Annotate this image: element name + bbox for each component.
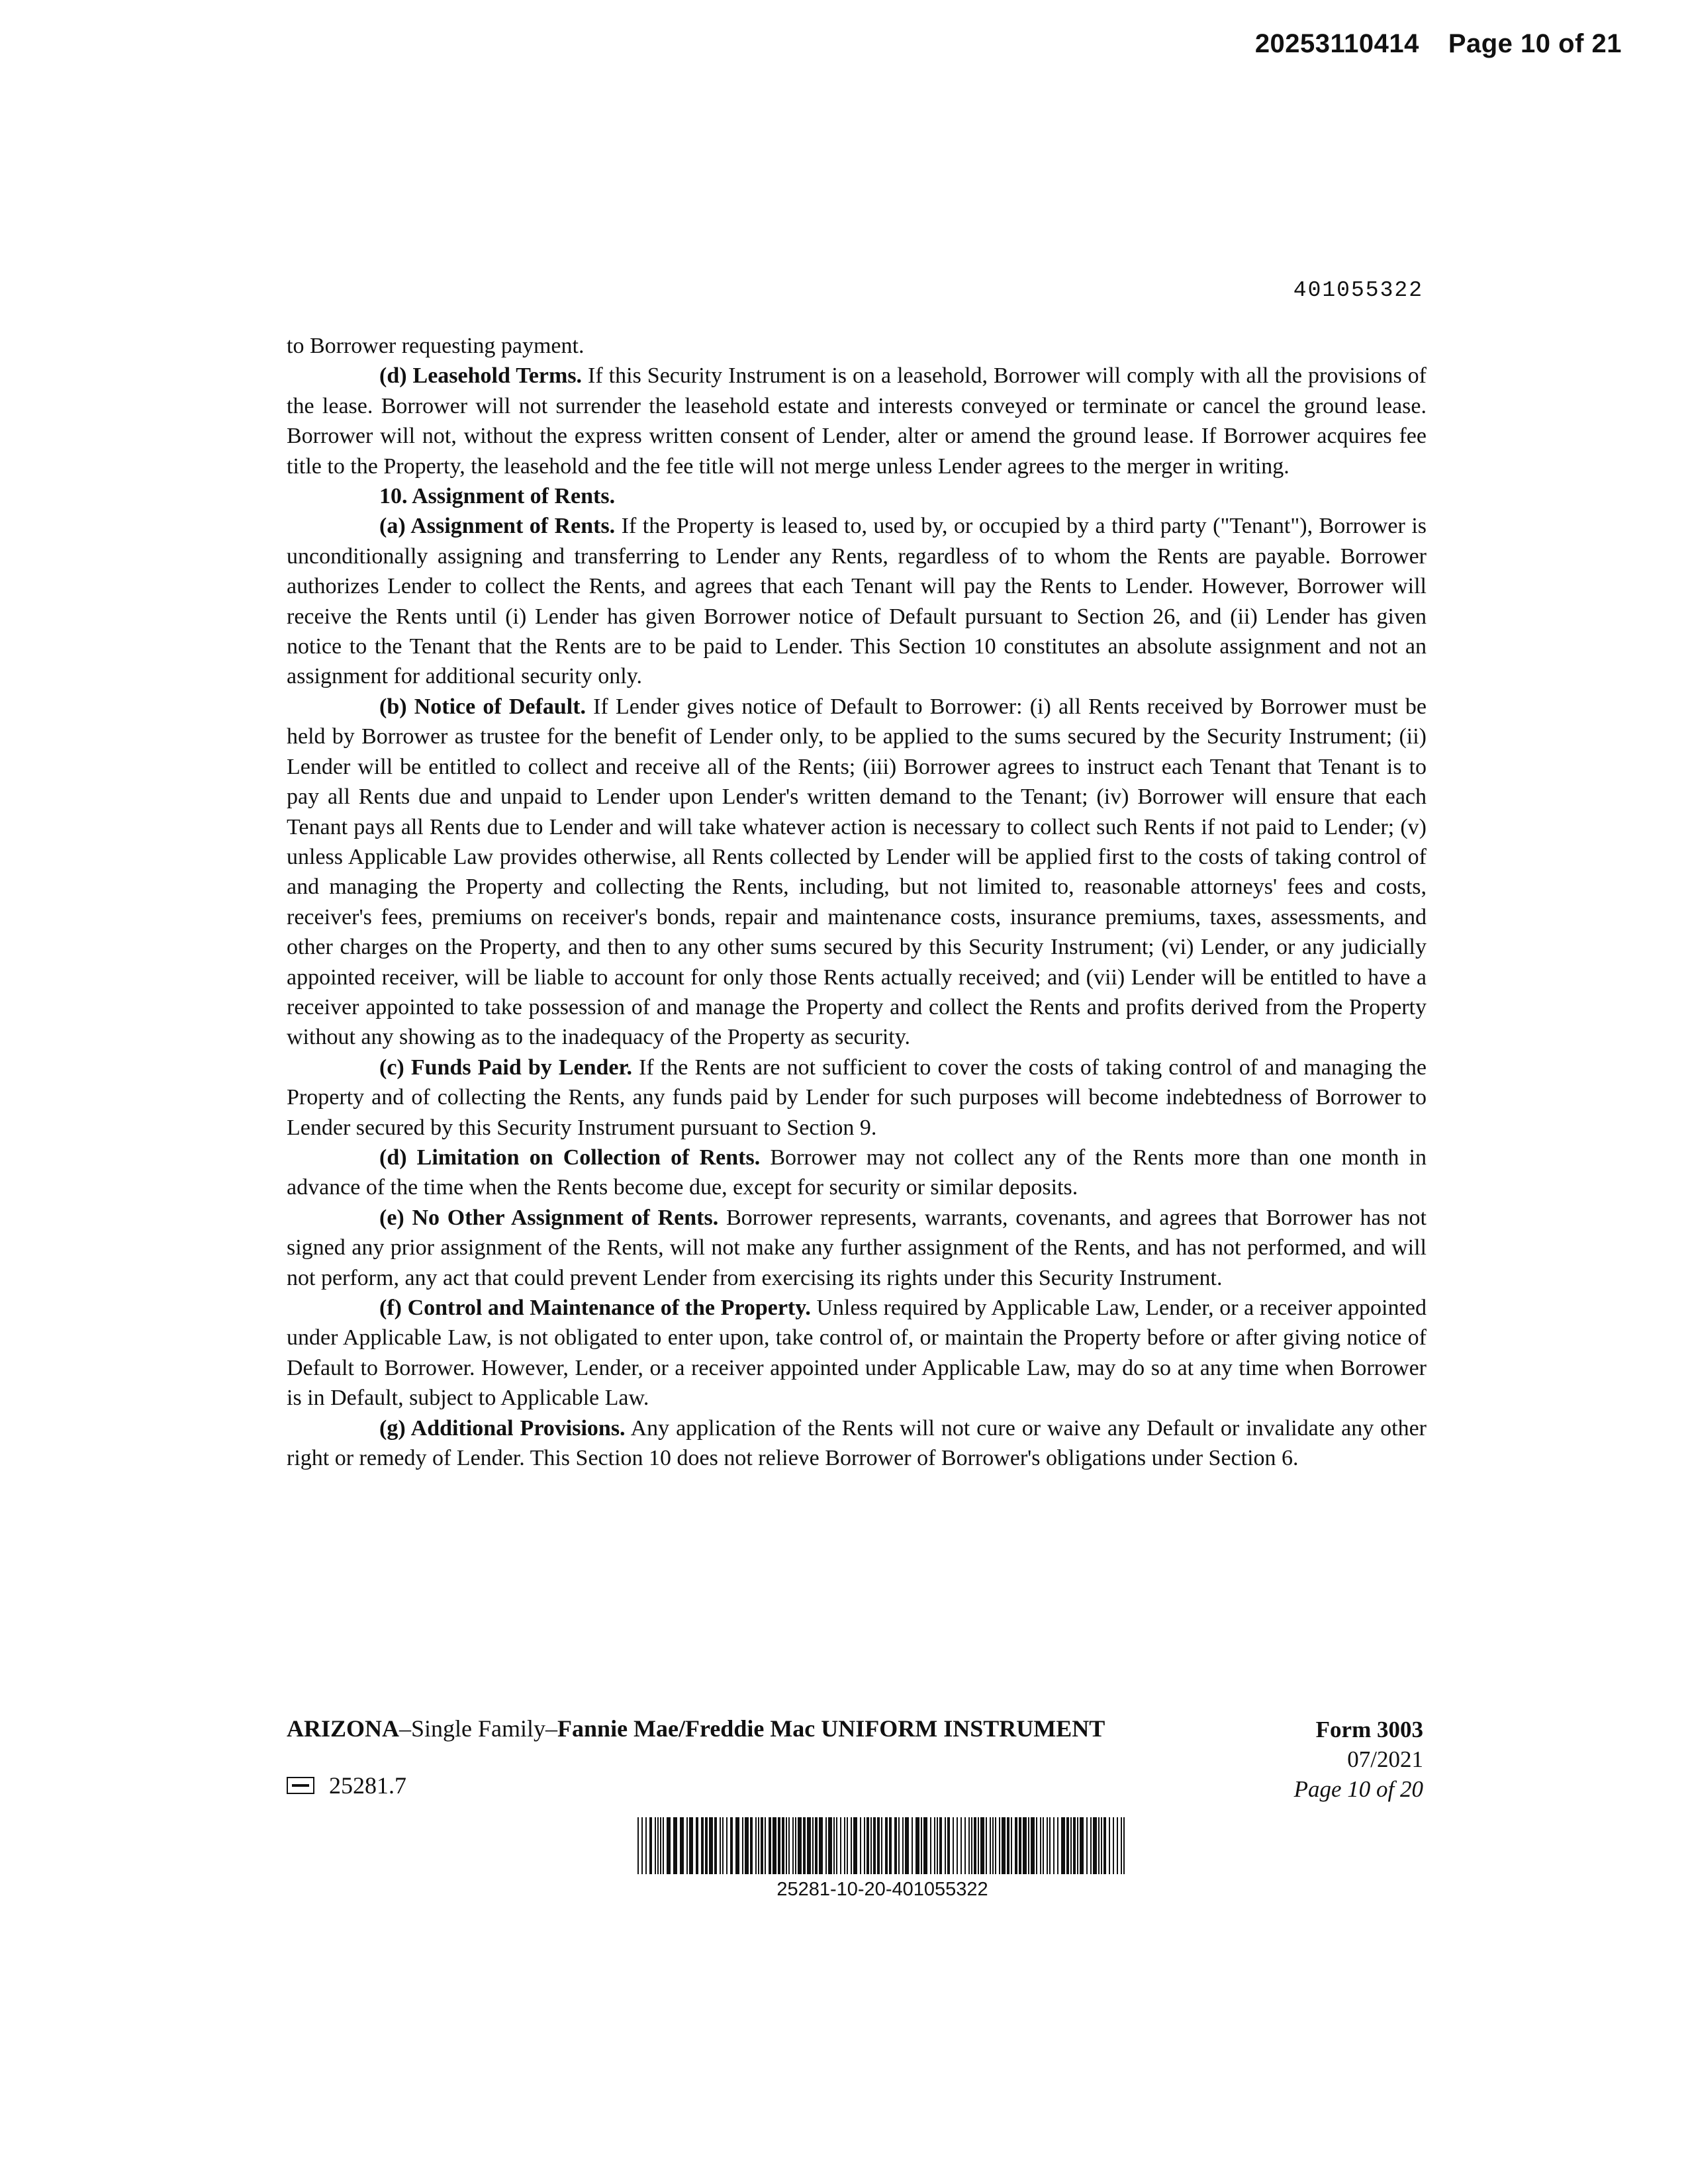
barcode-bar <box>939 1817 942 1874</box>
footer-state: ARIZONA <box>287 1715 400 1742</box>
barcode-bar <box>912 1817 913 1874</box>
barcode-bar <box>819 1817 823 1874</box>
barcode-bar <box>833 1817 835 1874</box>
paragraph-notice-of-default <box>287 692 1427 1053</box>
barcode-bar <box>995 1817 996 1874</box>
section-heading: 10. Assignment of Rents. <box>379 484 616 509</box>
paragraph-heading: (a) Assignment of Rents. <box>379 514 616 539</box>
barcode-bar <box>853 1817 857 1874</box>
barcode-bar <box>974 1817 976 1874</box>
barcode-bar <box>686 1817 688 1874</box>
barcode-bar <box>894 1817 897 1874</box>
barcode-bar <box>1031 1817 1035 1874</box>
barcode-bar <box>758 1817 759 1874</box>
ex-code-number: 25281.7 <box>329 1772 406 1799</box>
barcode-bar <box>1090 1817 1092 1874</box>
barcode-bar <box>1073 1817 1076 1874</box>
barcode-bar <box>825 1817 827 1874</box>
paragraph-heading: (d) Limitation on Collection of Rents. <box>379 1145 761 1170</box>
barcode-bar <box>755 1817 757 1874</box>
barcode-bar <box>705 1817 708 1874</box>
barcode-bar <box>1036 1817 1037 1874</box>
recording-page-label: Page 10 of 21 <box>1448 29 1622 58</box>
barcode-bar <box>877 1817 880 1874</box>
paragraph-heading: (b) Notice of Default. <box>379 694 586 719</box>
barcode-bar <box>815 1817 818 1874</box>
paragraph-funds-paid-by-lender <box>287 1053 1427 1143</box>
barcode-bar <box>923 1817 927 1874</box>
barcode-bar <box>885 1817 888 1874</box>
barcode-bar <box>726 1817 727 1874</box>
barcode-bar <box>663 1817 664 1874</box>
barcode-bar <box>798 1817 802 1874</box>
barcode-bar <box>657 1817 659 1874</box>
barcode-bar <box>722 1817 724 1874</box>
barcode-bar <box>1117 1817 1118 1874</box>
barcode-bar <box>750 1817 753 1874</box>
barcode-bar <box>864 1817 865 1874</box>
barcode-bar <box>735 1817 739 1874</box>
barcode-bar <box>870 1817 872 1874</box>
barcode-bar <box>778 1817 780 1874</box>
paragraph-text: If Lender gives notice of Default to Borrower: (i) all Rents received by Borrower must be held by Borrower as trustee for the benefit of Lender only, to be applied to the sums secured by the Security Instrument; (ii) Lender will be entitled to collect and receive all of the Rents; (iii) Borrower agrees to instruct each Tenant that Tenant is to pay all Rents due and unpaid to Lender upon Lender's written demand to the Tenant; (iv) Borrower will ensure that each Tenant pays all Rents due to Lender and will take whatever action is necessary to collect such Rents if not paid to Lender; (v) unless Applicable Law provides otherwise, all Rents collected by Lender will be applied first to the costs of taking control of and managing the Property and collecting the Rents, including, but not limited to, reasonable attorneys' fees and costs, receiver's fees, premiums on receiver's bonds, repair and maintenance costs, insurance premiums, taxes, assessments, and other charges on the Property, and then to any other sums secured by this Security Instrument; (vi) Lender, or any judicially appointed receiver, will be liable to account for only those Rents actually received; and (vii) Lender will be entitled to have a receiver appointed to take possession of and manage the Property and collect the Rents and profits derived from the Property without any showing as to the inadequacy of the Property as security. <box>287 694 1427 1050</box>
barcode-bar <box>786 1817 787 1874</box>
paragraph-limitation-on-collection <box>287 1143 1427 1203</box>
barcode-bar <box>765 1817 766 1874</box>
section-10-heading <box>287 481 1427 511</box>
paragraph-text: If the Rents are not sufficient to cover the costs of taking control of and managing the Property and of collecting the Rents, any funds paid by Lender for such purposes will become indebtedness of Borrower to Lender secured by this Security Instrument pursuant to Section 9. <box>287 1055 1427 1140</box>
barcode-bar <box>803 1817 806 1874</box>
barcode-bar <box>1047 1817 1048 1874</box>
barcode-bar <box>673 1817 677 1874</box>
barcode-bar <box>645 1817 647 1874</box>
paragraph-text: Borrower represents, warrants, covenants, and agrees that Borrower has not signed any prior assignment of the Rents, will not make any further assignment of the Rents, and has not performed, and will not perform, any act that could prevent Lender from exercising its rights under this Security Instrument. <box>287 1205 1427 1290</box>
barcode-bar <box>1103 1817 1106 1874</box>
barcode-bar <box>840 1817 841 1874</box>
barcode-bar <box>1077 1817 1078 1874</box>
barcode-bar <box>980 1817 984 1874</box>
barcode-bar <box>1007 1817 1009 1874</box>
barcode-bar <box>701 1817 704 1874</box>
barcode-bar <box>709 1817 713 1874</box>
barcode-bar <box>1019 1817 1021 1874</box>
paragraph-assignment-of-rents <box>287 511 1427 691</box>
barcode-bar <box>828 1817 832 1874</box>
barcode-bar <box>1043 1817 1044 1874</box>
barcode-bar <box>990 1817 991 1874</box>
paragraph-leasehold-terms <box>287 361 1427 481</box>
recording-document-number: 20253110414 <box>1254 29 1419 58</box>
barcode-bar <box>730 1817 733 1874</box>
paragraph-text: to Borrower requesting payment. <box>287 334 585 358</box>
barcode-bar <box>915 1817 919 1874</box>
barcode-bar <box>812 1817 814 1874</box>
barcode-bar <box>1061 1817 1065 1874</box>
barcode-bar <box>971 1817 972 1874</box>
barcode-bar <box>953 1817 954 1874</box>
barcode-bar <box>696 1817 698 1874</box>
barcode-bar <box>742 1817 743 1874</box>
footer-family-type: –Single Family– <box>399 1715 558 1742</box>
barcode-bar <box>957 1817 958 1874</box>
paragraph-text: If this Security Instrument is on a leasehold, Borrower will comply with all the provisions of the lease. Borrower will not surrender the leasehold estate and interests conveyed or terminate or cancel the ground lease. Borrower will not, without the express written consent of Lender, alter or amend the ground lease. If Borrower acquires fee title to the Property, the leasehold and the fee title will not merge unless Lender agrees to the merger in writing. <box>287 363 1427 479</box>
barcode-bar <box>1015 1817 1017 1874</box>
barcode-bar <box>1049 1817 1051 1874</box>
barcode-bar <box>945 1817 946 1874</box>
barcode-bar <box>745 1817 749 1874</box>
barcode-bar <box>964 1817 966 1874</box>
barcode-bar <box>1086 1817 1088 1874</box>
paragraph-heading: (e) No Other Assignment of Rents. <box>379 1205 719 1230</box>
footer-instrument: Fannie Mae/Freddie Mac UNIFORM INSTRUMENT <box>557 1715 1105 1742</box>
barcode-bar <box>1070 1817 1072 1874</box>
barcode-bar <box>1040 1817 1041 1874</box>
paragraph-additional-provisions <box>287 1413 1427 1474</box>
barcode-bar <box>641 1817 643 1874</box>
barcode <box>637 1817 1127 1874</box>
paragraph-text: Any application of the Rents will not cure or waive any Default or invalidate any other right or remedy of Lender. This Section 10 does not relieve Borrower of Borrower's obligations under Section 6. <box>287 1415 1427 1471</box>
paragraph-text: Borrower may not collect any of the Rents more than one month in advance of the time when the Rents become due, except for security or similar deposits. <box>287 1145 1427 1200</box>
barcode-bar <box>968 1817 970 1874</box>
barcode-bar <box>807 1817 811 1874</box>
barcode-bar <box>1109 1817 1110 1874</box>
barcode-bar <box>720 1817 721 1874</box>
barcode-bar <box>714 1817 717 1874</box>
barcode-bar <box>795 1817 796 1874</box>
paragraph-continuation <box>287 331 1427 361</box>
barcode-bar <box>1121 1817 1122 1874</box>
form-number: Form 3003 <box>1315 1717 1423 1742</box>
barcode-bar <box>1053 1817 1055 1874</box>
barcode-bar <box>937 1817 938 1874</box>
paragraph-no-other-assignment <box>287 1203 1427 1293</box>
barcode-bar <box>1011 1817 1012 1874</box>
barcode-bar <box>1028 1817 1029 1874</box>
form-page-number: Page 10 of 20 <box>1293 1776 1423 1802</box>
barcode-bar <box>1098 1817 1100 1874</box>
barcode-bar <box>881 1817 882 1874</box>
barcode-bar <box>847 1817 848 1874</box>
barcode-bar <box>680 1817 684 1874</box>
footer-form-info <box>1294 1715 1423 1804</box>
barcode-bar <box>655 1817 656 1874</box>
barcode-bar <box>660 1817 661 1874</box>
paragraph-heading: (d) Leasehold Terms. <box>379 363 583 389</box>
barcode-bar <box>867 1817 869 1874</box>
paragraph-text: If the Property is leased to, used by, or occupied by a third party ("Tenant"), Borrower is unconditionally assigning and transferring to Lender any Rents, regardless of to whom the Rents are payable. Borrower authorizes Lender to collect the Rents, and agrees that each Tenant will pay the Rents to Lender. However, Borrower will receive the Rents until (i) Lender has given Borrower notice of Default pursuant to Section 26, and (ii) Lender has given notice to the Tenant that the Rents are to be paid to Lender. This Section 10 constitutes an absolute assignment and not an assignment for additional security only. <box>287 514 1427 689</box>
barcode-text: 25281-10-20-401055322 <box>776 1879 988 1900</box>
barcode-bar <box>1066 1817 1069 1874</box>
barcode-bar <box>1002 1817 1006 1874</box>
barcode-bar <box>773 1817 776 1874</box>
barcode-bar <box>1101 1817 1102 1874</box>
ex-logo-icon <box>287 1777 314 1794</box>
paragraph-text: Unless required by Applicable Law, Lender, or a receiver appointed under Applicable Law, is not obligated to enter upon, take control of, or maintain the Property before or after giving notice of Default to Borrower. However, Lender, or a receiver appointed under Applicable Law, may do so at any time when Borrower is in Default, subject to Applicable Law. <box>287 1296 1427 1411</box>
paragraph-heading: (c) Funds Paid by Lender. <box>379 1055 632 1080</box>
barcode-bar <box>1023 1817 1027 1874</box>
barcode-bar <box>836 1817 837 1874</box>
barcode-bar <box>689 1817 693 1874</box>
paragraph-control-and-maintenance <box>287 1293 1427 1413</box>
barcode-bar <box>934 1817 935 1874</box>
barcode-bar <box>667 1817 671 1874</box>
barcode-bar <box>1080 1817 1084 1874</box>
paragraph-heading: (g) Additional Provisions. <box>379 1415 626 1441</box>
barcode-bar <box>769 1817 771 1874</box>
footer-instrument-title <box>287 1715 1105 1742</box>
barcode-bar <box>792 1817 794 1874</box>
barcode-bar <box>961 1817 962 1874</box>
barcode-bar <box>637 1817 639 1874</box>
barcode-bar <box>902 1817 904 1874</box>
form-date: 07/2021 <box>1347 1746 1423 1772</box>
document-body <box>287 331 1427 1473</box>
barcode-bar <box>1123 1817 1125 1874</box>
barcode-bar <box>761 1817 763 1874</box>
barcode-bar <box>992 1817 994 1874</box>
barcode-bar <box>930 1817 931 1874</box>
barcode-bar <box>788 1817 790 1874</box>
barcode-bar <box>947 1817 950 1874</box>
recording-header <box>1255 29 1622 59</box>
barcode-bar <box>844 1817 845 1874</box>
barcode-bar <box>898 1817 900 1874</box>
barcode-bar <box>851 1817 852 1874</box>
barcode-bar <box>905 1817 909 1874</box>
barcode-bar <box>782 1817 784 1874</box>
barcode-bar <box>986 1817 987 1874</box>
barcode-bar <box>1113 1817 1114 1874</box>
barcode-bar <box>978 1817 979 1874</box>
barcode-bar <box>889 1817 892 1874</box>
barcode-bar <box>873 1817 876 1874</box>
ex-code <box>287 1772 406 1799</box>
barcode-bar <box>1057 1817 1058 1874</box>
barcode-bar <box>1093 1817 1097 1874</box>
paragraph-heading: (f) Control and Maintenance of the Property. <box>379 1296 811 1320</box>
barcode-bar <box>860 1817 861 1874</box>
loan-number: 401055322 <box>1293 278 1423 303</box>
barcode-bar <box>921 1817 922 1874</box>
barcode-bar <box>649 1817 652 1874</box>
barcode-bar <box>999 1817 1000 1874</box>
